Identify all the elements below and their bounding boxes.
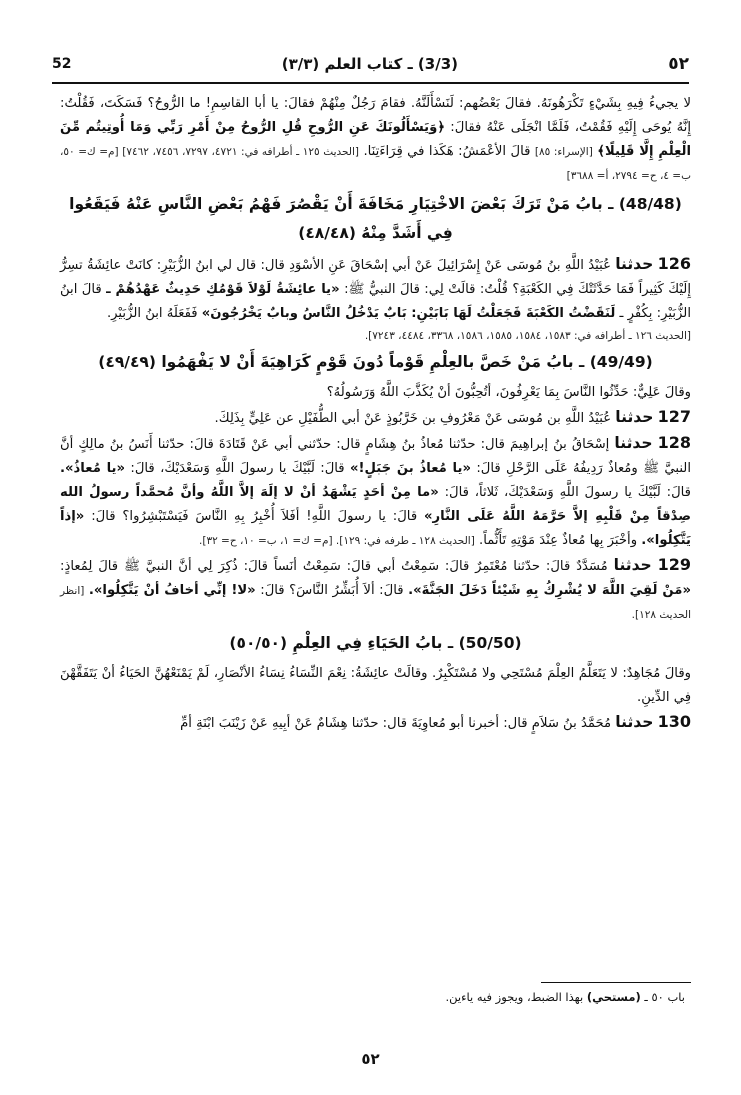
paragraph-hadith-125-end: لا يجيءُ فِيهِ بِشَيْءٍ تَكْرَهُونَهُ. فقالَ بَعْضُهم: لَنَسْأَلَنَّهُ. فقامَ رَجُلٌ مِنْهُمْ فقالَ: يا أبا القاسِمِ! ما الرُّوحُ؟ فَسَكَتَ، فَقُلْتُ: إِنَّهُ يُوحَى إِلَيْهِ فَقُمْتُ، فَلَمَّا انْجَلَى عَنْهُ فقالَ: ﴿وَيَسْأَلُونَكَ عَنِ الرُّوحِ قُلِ الرُّوحُ مِنْ أَمْرِ رَبِّي وَمَا أُوتِيتُم مِّنَ الْعِلْمِ إِلَّا قَلِيلًا﴾ [الإسراء: ٨٥] قالَ الأعْمَشُ: هَكَذا في قِرَاءَتِنَا. [الحديث ١٢٥ ـ أطرافه في: ٤٧٢١، ٧٢٩٧، ٧٤٥٦، ٧٤٦٢] [م= ك= ٥٠، ب= ٤، ح= ٢٧٩٤، أ= ٣٦٨٨] [60, 96, 692, 182]
paragraph-mujahid: وقالَ مُجَاهِدٌ: لا يَتَعَلَّمُ العِلْمَ مُسْتَحِي ولا مُسْتَكْبِرٌ. وقالَتْ عائِشَةُ: نِعْمَ النِّسَاءُ نِسَاءُ الأنْصَارِ، لَمْ يَمْنَعْهُنَّ الحَيَاءُ أنْ يَتَفَقَّهْنَ فِي الدِّينِ. [60, 666, 691, 705]
hadith-130: 130 حدثنا مُحَمَّدُ بنُ سَلاَمٍ قال: أخبرنا أبو مُعاوِيَةَ قال: حدّثنا هِشَامٌ عَنْ أبِيهِ عَنْ زَيْنَبَ ابْنَةِ أمِّ [180, 712, 691, 731]
quran-verse: ﴿وَيَسْأَلُونَكَ عَنِ الرُّوحِ قُلِ الرُّوحُ مِنْ أَمْرِ رَبِّي وَمَا أُوتِيتُم مِّنَ الْعِلْمِ إِلَّا قَلِيلًا﴾ [60, 120, 692, 159]
hadith-127: 127 حدثنا عُبَيْدُ اللَّهِ بن مُوسَى عَنْ مَعْرُوفِ بن خَرَّبُوذٍ عَنْ أبي الطُّفَيْلِ عن عَلِيٍّ بِذَلِكَ. [214, 407, 691, 426]
header-divider [52, 82, 689, 84]
chapter-heading-50: (50/50) ـ بابُ الحَيَاءِ فِي العِلْمِ (٥٠/٥٠) [229, 634, 522, 652]
hadith-129: 129 حدثنا مُسَدَّدٌ قالَ: حدّثنا مُعْتَمِرٌ قالَ: سَمِعْتُ أبي قالَ: سَمِعْتُ أنَساً قالَ: ذُكِرَ لِي أنَّ النبيَّ ﷺ قالَ لِمُعاذٍ: «مَنْ لَقِيَ اللَّهَ لا يُشْرِكُ بِهِ شَيْئاً دَخَلَ الجَنَّةَ». قالَ: ألاَ أُبَشِّرُ النَّاسَ؟ قالَ: «لا! إنِّي أخافُ أنْ يَتَّكِلُوا». [انظر الحديث ١٢٨]. [60, 555, 691, 621]
paragraph-ali: وقالَ عَلِيٌّ: حَدِّثُوا النَّاسَ بِمَا يَعْرِفُونَ، أتُحِبُّونَ أنْ يُكَذَّبَ اللَّهُ وَرَسُولُهُ؟ [326, 385, 691, 400]
chapter-heading-49: (49/49) ـ بابُ مَنْ خَصَّ بالعِلْمِ قَوْماً دُونَ قَوْمٍ كَرَاهِيَةَ أَنْ لا يَفْهَمُوا (٤٩/٤٩) [98, 353, 653, 371]
hadith-128: 128 حدثنا إسْحَاقُ بنُ إبراهِيمَ قال: حدّثنا مُعاذُ بنُ هِشَامٍ قال: حدّثني أبي عَنْ قَتَادَةَ قالَ: حدّثنا أَنَسُ بنُ مالِكٍ أنَّ النبيَّ ﷺ ومُعاذٌ رَدِيفُهُ عَلَى الرَّحْلِ قالَ: «يا مُعاذُ بنَ جَبَلٍ!» قالَ: لَبَّيْكَ يا رسولَ اللَّهِ وَسَعْدَيْكَ، قالَ: «يا مُعاذُ». قالَ: لَبَّيْكَ يا رسولَ اللَّهِ وَسَعْدَيْكَ، ثَلاثاً، قالَ: «ما مِنْ أحَدٍ يَشْهَدُ أنْ لا إلَهَ إلاَّ اللَّهُ وأنَّ مُحمَّداً رسولُ الله صِدْقاً مِنْ قَلْبِهِ إلاَّ حَرَّمَهُ اللَّهُ عَلَى النَّارِ» قالَ: يا رسولَ اللَّهِ! أفَلاَ أُخْبِرُ بِهِ النَّاسَ فَيَسْتَبْشِرُوا؟ قالَ: «إذاً يَتَّكِلُوا». وأخْبَرَ بِها مُعاذٌ عِنْدَ مَوْتِهِ تَأَثُّماً. [الحديث ١٢٨ ـ طرفه في: ١٢٩]. [م= ك= ١، ب= ١٠، ح= ٣٢]. [60, 433, 691, 548]
footer-page-number: ٥٢ [361, 1050, 380, 1068]
running-title: (3/3) ـ كتاب العلم (٣/٣) [281, 55, 458, 73]
hadith-number: 127 [657, 407, 691, 426]
hadith-126: 126 حدثنا عُبَيْدُ اللَّهِ بنُ مُوسَى عَنْ إِسْرَائِيلَ عَنْ أبي إسْحَاقَ عَنِ الأسْوَدِ قال: قال لي ابنُ الزُّبَيْرِ: كانَتْ عائِشَةُ تسِرُّ إِلَيْكَ كَثِيراً فَمَا حَدَّثَتْكَ فِي الكَعْبَةِ؟ قُلْتُ: قالَتْ لِي: قالَ النبيُّ ﷺ: «يا عائِشَةُ لَوْلاَ قَوْمُكِ حَدِيثٌ عَهْدُهُمْ ـ قالَ ابنُ الزُّبَيْرِ: بِكُفْرٍ ـ لَنَقَضْتُ الكَعْبَةَ فَجَعَلْتُ لَهَا بَابَيْنِ: بَابٌ يَدْخُلُ النَّاسُ وبابٌ يَخْرُجُونَ» فَفَعَلَهُ ابنُ الزُّبَيْرِ. [60, 254, 691, 321]
hadith-reference: [الحديث ١٢٥ ـ أطرافه في: ٤٧٢١، ٧٢٩٧، ٧٤٥٦، ٧٤٦٢] [م= ك= ٥٠، ب= ٤، ح= ٢٧٩٤، أ= ٣٦٨٨] [60, 146, 691, 182]
hadith-number: 129 [657, 555, 691, 574]
hadith-reference: [الحديث ١٢٨ ـ طرفه في: ١٢٩]. [م= ك= ١، ب= ١٠، ح= ٣٢]. [199, 535, 475, 547]
hadith-reference: [الحديث ١٢٦ ـ أطرافه في: ١٥٨٣، ١٥٨٤، ١٥٨٥، ١٥٨٦، ٣٣٦٨، ٤٤٨٤، ٧٢٤٣]. [364, 330, 691, 342]
header-page-number-arabic: ٥٢ [668, 54, 689, 74]
hadith-number: 130 [657, 712, 691, 731]
hadith-number: 128 [657, 433, 691, 452]
hadith-reference: [انظر الحديث ١٢٨]. [60, 585, 691, 621]
chapter-heading-48: (48/48) ـ بابُ مَنْ تَرَكَ بَعْضَ الاخْتِيَارِ مَخَافَةَ أَنْ يَقْصُرَ فَهْمُ بَعْضِ النَّاسِ عَنْهُ فَيَقَعُوا فِي أَشَدَّ مِنْهُ (٤٨/٤٨) [69, 195, 682, 242]
header-page-number-latin: 52 [52, 56, 72, 72]
footnote-divider [541, 982, 691, 983]
quran-reference: [الإسراء: ٨٥] [534, 146, 593, 158]
footnote: باب ٥٠ ـ (مستحي) بهذا الضبط، ويجوز فيه ياءين. [445, 990, 685, 1004]
main-text [60, 92, 691, 736]
hadith-number: 126 [657, 254, 691, 273]
page-header [52, 48, 689, 80]
